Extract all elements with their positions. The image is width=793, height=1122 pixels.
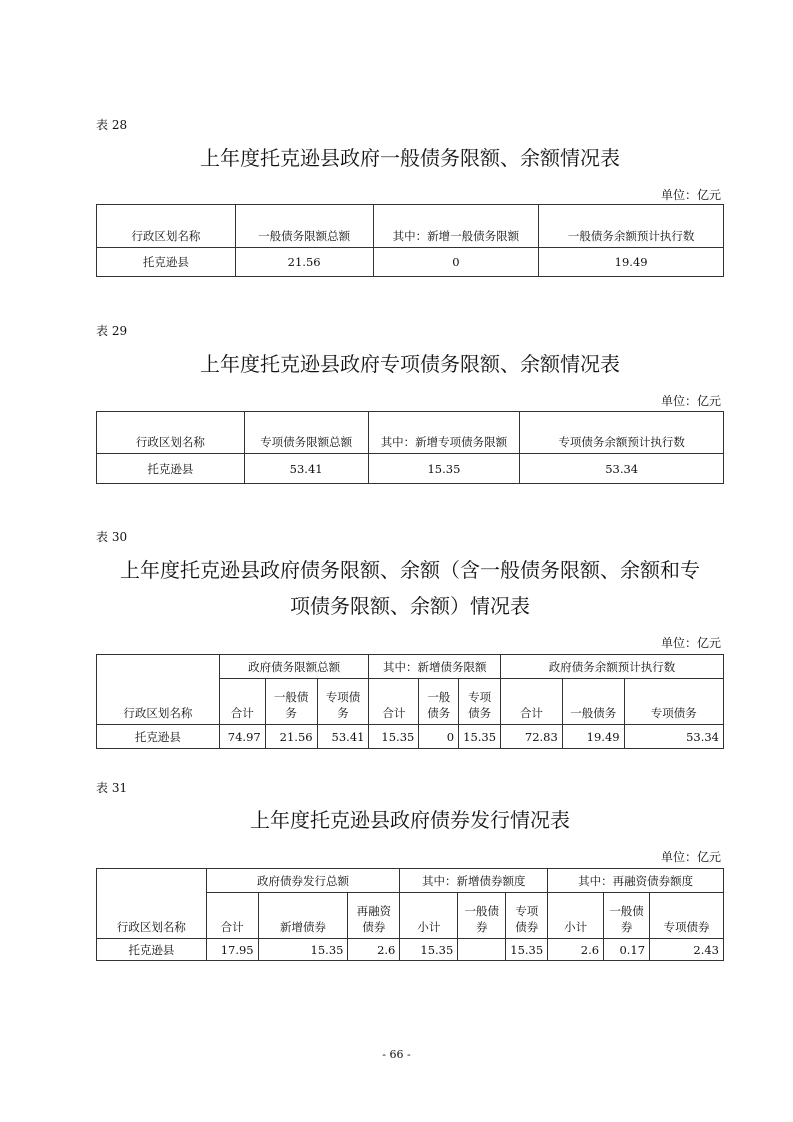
subheader-cell: 专项债务 (317, 679, 369, 725)
table-28-label: 表 28 (96, 118, 128, 132)
value-cell: 0.17 (604, 939, 650, 961)
value-cell: 53.41 (317, 725, 369, 749)
table-28-title: 上年度托克逊县政府一般债务限额、余额情况表 (200, 146, 620, 170)
table-31-label: 表 31 (96, 781, 128, 795)
table-header-row (97, 655, 724, 679)
table-31 (96, 868, 724, 961)
table-29 (96, 411, 724, 484)
table-30-title-line2: 项债务限额、余额）情况表 (290, 594, 530, 618)
table-row (97, 725, 724, 749)
header-cell: 行政区划名称 (97, 205, 236, 248)
subheader-cell: 一般债券 (604, 893, 650, 939)
region-cell: 托克逊县 (97, 248, 236, 277)
value-cell: 15.35 (459, 725, 501, 749)
subheader-cell: 一般债券 (458, 893, 506, 939)
value-cell: 72.83 (501, 725, 563, 749)
subheader-cell: 专项债务 (459, 679, 501, 725)
table-header-row (97, 869, 724, 893)
subheader-cell: 小计 (400, 893, 458, 939)
value-cell (458, 939, 506, 961)
value-cell: 74.97 (219, 725, 265, 749)
group-header-cell: 其中：新增债务限额 (369, 655, 501, 679)
value-cell: 2.6 (548, 939, 604, 961)
header-cell: 专项债务限额总额 (244, 412, 368, 454)
table-31-unit: 单位：亿元 (660, 850, 721, 864)
value-cell: 53.34 (624, 725, 723, 749)
subheader-cell: 合计 (369, 679, 419, 725)
header-cell: 其中：新增专项债务限额 (368, 412, 520, 454)
region-cell: 托克逊县 (97, 454, 245, 484)
value-cell: 19.49 (562, 725, 624, 749)
table-30-label: 表 30 (96, 530, 128, 544)
value-cell: 21.56 (265, 725, 317, 749)
header-cell: 行政区划名称 (97, 412, 245, 454)
value-cell: 19.49 (539, 248, 724, 277)
group-header-cell: 其中：新增债券额度 (400, 869, 548, 893)
subheader-cell: 专项债务 (624, 679, 723, 725)
header-cell: 专项债务余额预计执行数 (520, 412, 724, 454)
table-28 (96, 204, 724, 277)
region-cell: 托克逊县 (97, 939, 207, 961)
value-cell: 15.35 (258, 939, 348, 961)
value-cell: 15.35 (506, 939, 548, 961)
table-30-title-line1: 上年度托克逊县政府债务限额、余额（含一般债务限额、余额和专 (120, 558, 700, 582)
value-cell: 2.6 (348, 939, 400, 961)
value-cell: 53.41 (244, 454, 368, 484)
value-cell: 53.34 (520, 454, 724, 484)
subheader-cell: 一般债务 (419, 679, 459, 725)
subheader-cell: 小计 (548, 893, 604, 939)
table-row (97, 248, 724, 277)
region-cell: 托克逊县 (97, 725, 220, 749)
value-cell: 0 (419, 725, 459, 749)
table-30-unit: 单位：亿元 (660, 636, 721, 650)
group-header-cell: 政府债务限额总额 (219, 655, 369, 679)
subheader-cell: 一般债务 (265, 679, 317, 725)
group-header-cell: 政府债券发行总额 (206, 869, 400, 893)
subheader-cell: 专项债券 (506, 893, 548, 939)
value-cell: 21.56 (235, 248, 373, 277)
value-cell: 0 (373, 248, 539, 277)
subheader-cell: 合计 (501, 679, 563, 725)
group-header-cell: 其中：再融资债券额度 (548, 869, 724, 893)
table-29-unit: 单位：亿元 (660, 394, 721, 408)
header-cell: 其中：新增一般债务限额 (373, 205, 539, 248)
group-header-cell: 政府债务余额预计执行数 (501, 655, 724, 679)
subheader-cell: 合计 (206, 893, 258, 939)
subheader-cell: 一般债务 (562, 679, 624, 725)
table-row (97, 454, 724, 484)
page-number: - 66 - (382, 1048, 411, 1061)
value-cell: 15.35 (369, 725, 419, 749)
value-cell: 2.43 (650, 939, 724, 961)
value-cell: 15.35 (400, 939, 458, 961)
header-cell: 行政区划名称 (97, 655, 220, 725)
value-cell: 17.95 (206, 939, 258, 961)
header-cell: 行政区划名称 (97, 869, 207, 939)
table-31-title: 上年度托克逊县政府债券发行情况表 (250, 808, 570, 832)
header-cell: 一般债务余额预计执行数 (539, 205, 724, 248)
subheader-cell: 再融资债券 (348, 893, 400, 939)
subheader-cell: 新增债券 (258, 893, 348, 939)
subheader-cell: 合计 (219, 679, 265, 725)
table-header-row (97, 412, 724, 454)
subheader-cell: 专项债券 (650, 893, 724, 939)
table-29-label: 表 29 (96, 324, 128, 338)
table-header-row (97, 205, 724, 248)
table-29-title: 上年度托克逊县政府专项债务限额、余额情况表 (200, 352, 620, 376)
table-row (97, 939, 724, 961)
header-cell: 一般债务限额总额 (235, 205, 373, 248)
table-30 (96, 654, 724, 749)
table-28-unit: 单位：亿元 (660, 188, 721, 202)
value-cell: 15.35 (368, 454, 520, 484)
